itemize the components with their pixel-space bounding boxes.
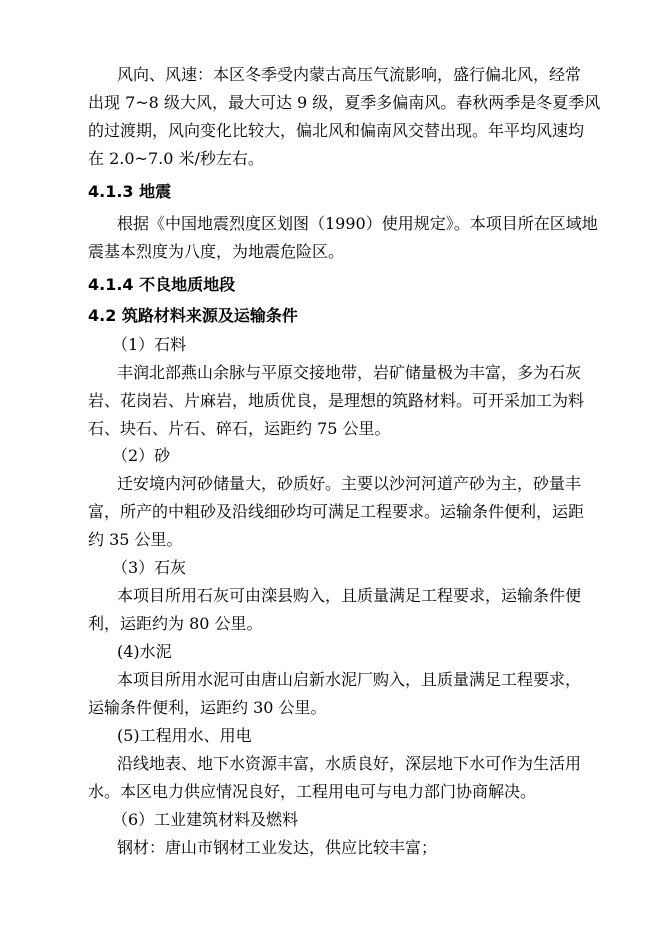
lime-line-1: 本项目所用石灰可由滦县购入，且质量满足工程要求，运输条件便 xyxy=(117,586,582,605)
wind-line-1: 风向、风速：本区冬季受内蒙古高压气流影响，盛行偏北风，经常 xyxy=(117,65,582,84)
stone-line-1: 丰润北部燕山余脉与平原交接地带，岩矿储量极为丰富，多为石灰 xyxy=(117,363,582,382)
steel-line-1: 钢材：唐山市钢材工业发达，供应比较丰富； xyxy=(117,838,438,857)
wind-line-4: 在 2.0~7.0 米/秒左右。 xyxy=(88,149,264,168)
quake-line-1: 根据《中国地震烈度区划图（1990）使用规定》。本项目所在区域地 xyxy=(117,214,598,233)
lime-line-2: 利，运距约为 80 公里。 xyxy=(88,614,263,633)
stone-line-2: 岩、花岗岩、片麻岩，地质优良，是理想的筑路材料。可开采加工为料 xyxy=(88,391,585,410)
wind-line-3: 的过渡期，风向变化比较大，偏北风和偏南风交替出现。年平均风速均 xyxy=(88,121,585,140)
wind-line-2: 出现 7~8 级大风，最大可达 9 级，夏季多偏南风。春秋两季是冬夏季风 xyxy=(88,93,601,112)
cement-line-1: 本项目所用水泥可由唐山启新水泥厂购入，且质量满足工程要求， xyxy=(117,670,582,689)
sand-line-1: 迁安境内河砂储量大，砂质好。主要以沙河河道产砂为主，砂量丰 xyxy=(117,474,582,493)
sand-line-3: 约 35 公里。 xyxy=(88,530,183,549)
water-line-2: 水。本区电力供应情况良好，工程用电可与电力部门协商解决。 xyxy=(88,782,537,801)
heading-4-1-3: 4.1.3 地震 xyxy=(88,182,172,201)
sand-line-2: 富，所产的中粗砂及沿线细砂均可满足工程要求。运输条件便利，运距 xyxy=(88,502,585,521)
stone-line-3: 石、块石、片石、碎石，运距约 75 公里。 xyxy=(88,419,391,438)
cement-line-2: 运输条件便利，运距约 30 公里。 xyxy=(88,698,327,717)
subheading-building-materials: （6）工业建筑材料及燃料 xyxy=(112,810,299,829)
water-line-1: 沿线地表、地下水资源丰富，水质良好，深层地下水可作为生活用 xyxy=(117,754,582,773)
subheading-sand: （2）砂 xyxy=(112,446,171,465)
heading-4-1-4: 4.1.4 不良地质地段 xyxy=(88,275,236,294)
subheading-stone: （1）石料 xyxy=(112,335,187,354)
heading-4-2: 4.2 筑路材料来源及运输条件 xyxy=(88,306,298,325)
subheading-lime: （3）石灰 xyxy=(112,558,187,577)
quake-line-2: 震基本烈度为八度，为地震危险区。 xyxy=(88,242,345,261)
subheading-cement: (4)水泥 xyxy=(117,642,172,661)
subheading-water-power: (5)工程用水、用电 xyxy=(117,726,252,745)
